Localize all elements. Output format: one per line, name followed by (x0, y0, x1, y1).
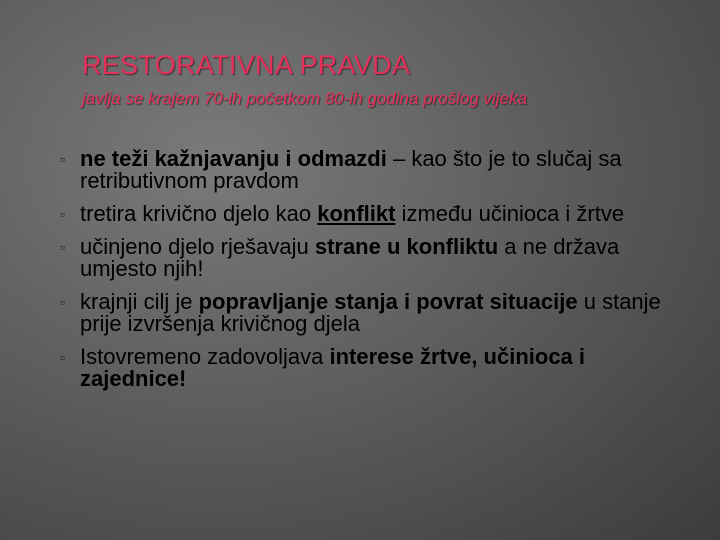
bullet-item (10, 346, 690, 390)
bullet-text: krajnji cilj je (80, 289, 199, 314)
bullet-item (10, 291, 690, 335)
bullet-text: između učinioca i žrtve (395, 201, 625, 226)
slide-title: RESTORATIVNA PRAVDA (82, 50, 411, 80)
bullet-item (10, 236, 690, 280)
bullet-list (10, 148, 690, 401)
bullet-text-bold-underline: konflikt (317, 201, 396, 226)
bullet-text: Istovremeno zadovoljava (80, 344, 330, 369)
bullet-text-bold: popravljanje stanja i povrat situacije (198, 289, 578, 314)
bullet-item (10, 148, 690, 192)
bullet-marker-icon: ▫ (60, 239, 65, 255)
bullet-text-bold: ne teži kažnjavanju i odmazdi (80, 146, 387, 171)
bullet-marker-icon: ▫ (60, 151, 65, 167)
bullet-marker-icon: ▫ (60, 206, 65, 222)
bullet-marker-icon: ▫ (60, 294, 65, 310)
bullet-text: a ne država umjesto njih! (80, 234, 620, 281)
bullet-marker-icon: ▫ (60, 349, 65, 365)
bullet-text: tretira krivično djelo kao (80, 201, 318, 226)
slide-subtitle: javlja se krajem 70-ih početkom 80-ih godina prošlog vijeka (82, 89, 528, 108)
bullet-text: učinjeno djelo rješavaju (80, 234, 315, 259)
bullet-text: u stanje prije izvršenja krivičnog djela (80, 289, 661, 336)
bullet-text-bold: interese žrtve, učinioca i zajednice! (80, 344, 586, 391)
bullet-item (10, 203, 690, 225)
bullet-text: – kao što je to slučaj sa retributivnom pravdom (80, 146, 622, 193)
bullet-text-bold: strane u konfliktu (314, 234, 499, 259)
